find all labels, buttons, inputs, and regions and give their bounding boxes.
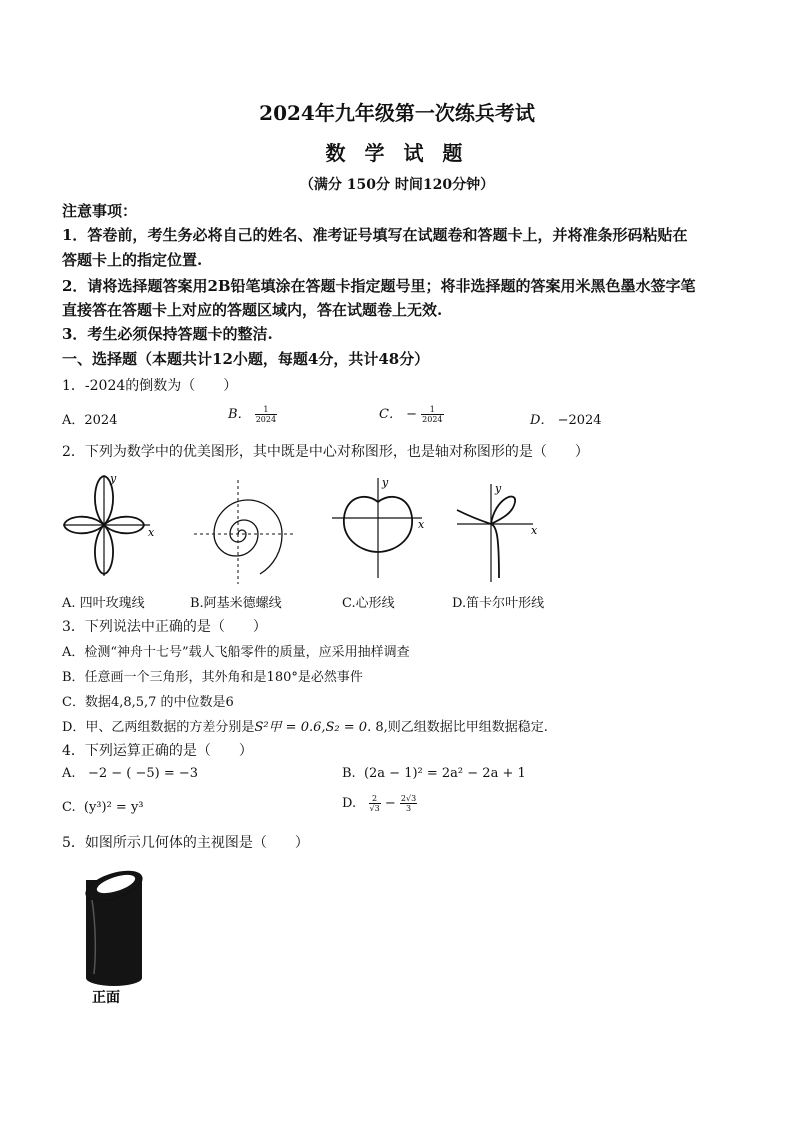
note-3: 3．考生必须保持答题卡的整洁.: [62, 325, 273, 343]
q1-b-num: 1: [255, 405, 277, 415]
subject-title: 数 学 试 题: [325, 141, 469, 165]
q1-b-fraction: [255, 405, 277, 424]
q1-c-label: C．: [379, 407, 402, 422]
fig-c-x-label: x: [418, 518, 425, 531]
q1-c-fraction: [421, 405, 443, 424]
q4-d-minus: −: [384, 796, 396, 811]
fig-a-x-label: x: [148, 526, 155, 539]
q5-stem: 5．如图所示几何体的主视图是（ ）: [62, 835, 309, 851]
q3-d-math: S²甲 = 0.6,S₂ = 0.: [254, 720, 372, 735]
q4-d-fraction-2: [400, 794, 417, 813]
q4-d-den-2: 3: [405, 804, 412, 813]
q4-option-c: [62, 800, 144, 815]
note-1-line1: 1．答卷前，考生务必将自己的姓名、准考证号填写在试题卷和答题卡上，并将准条形码粘贴在: [62, 226, 688, 244]
q4-d-num-1: 2: [369, 794, 381, 804]
q1-d-value: −2024: [557, 413, 602, 428]
cardioid-figure: [330, 474, 430, 584]
q1-option-a: [62, 409, 117, 428]
note-1-line2: 答题卡上的指定位置.: [62, 251, 203, 269]
q1-d-label: D．: [530, 413, 554, 428]
q4-d-num-2: 2√3: [400, 794, 417, 803]
q4-c-expr: (y³)² = y³: [83, 800, 144, 815]
q4-option-b: [342, 766, 526, 781]
q4-d-fraction-1: [369, 794, 381, 813]
q4-stem: 4．下列运算正确的是（ ）: [62, 743, 253, 759]
q4-a-label: A.: [62, 766, 76, 781]
q3-d-post: 8,则乙组数据比甲组数据稳定.: [371, 720, 548, 735]
q1-option-b: [228, 403, 277, 424]
q1-c-sign: −: [406, 407, 417, 422]
q1-stem: 1．-2024的倒数为（ ）: [62, 378, 238, 394]
q3-d-pre: D．甲、乙两组数据的方差分别是: [62, 720, 255, 735]
q2-option-b: B.阿基米德螺线: [190, 596, 282, 611]
q1-b-den: 2024: [255, 415, 277, 424]
notes-heading: 注意事项：: [62, 202, 138, 220]
note-2-line1: 2．请将选择题答案用2B铅笔填涂在答题卡指定题号里；将非选择题的答案用米黑色墨水签字笔: [62, 277, 696, 295]
q1-option-d: [530, 409, 602, 428]
four-leaf-rose-figure: [62, 470, 160, 580]
q3-option-c: C．数据4,8,5,7 的中位数是6: [62, 695, 234, 710]
q2-option-a: A. 四叶玫瑰线: [62, 596, 145, 611]
section-1-heading: 一、选择题（本题共计12小题，每题4分，共计48分）: [62, 350, 430, 368]
q4-b-label: B.: [342, 766, 356, 781]
front-view-caption: 正面: [92, 990, 120, 1006]
q4-d-den-1: √3: [369, 804, 380, 813]
q4-d-label: D.: [342, 796, 357, 811]
q1-option-c: [379, 403, 444, 424]
q2-stem: 2．下列为数学中的优美图形，其中既是中心对称图形，也是轴对称图形的是（ ）: [62, 444, 589, 460]
q1-a-label: A．: [62, 413, 85, 428]
q1-c-den: 2024: [422, 415, 443, 424]
hollow-cylinder-figure: [78, 866, 158, 1012]
q3-option-b: B．任意画一个三角形，其外角和是180°是必然事件: [62, 670, 363, 685]
q4-option-d: [342, 794, 417, 813]
q3-option-a: A．检测“神舟十七号”载人飞船零件的质量，应采用抽样调查: [62, 645, 410, 660]
fig-d-x-label: x: [531, 524, 538, 537]
q2-option-c: C.心形线: [342, 596, 395, 611]
exam-title: 2024年九年级第一次练兵考试: [259, 101, 535, 125]
q1-b-label: B．: [228, 407, 251, 422]
q4-b-expr: (2a − 1)² = 2a² − 2a + 1: [363, 766, 526, 781]
q1-c-num: 1: [421, 405, 443, 415]
exam-info: （满分 150分 时间120分钟）: [299, 177, 495, 193]
folium-of-descartes-figure: [455, 478, 555, 588]
fig-d-y-label: y: [495, 482, 502, 495]
q3-option-d: [62, 716, 548, 735]
archimedean-spiral-figure: [190, 478, 300, 588]
q4-a-expr: −2 − ( −5) = −3: [87, 766, 199, 781]
note-2-line2: 直接答在答题卡上对应的答题区域内，答在试题卷上无效.: [62, 301, 443, 319]
q4-option-a: [62, 766, 198, 781]
q4-c-label: C.: [62, 800, 76, 815]
fig-c-y-label: y: [382, 476, 389, 489]
q2-option-d: D.笛卡尔叶形线: [452, 596, 545, 611]
fig-a-y-label: y: [110, 472, 117, 485]
q1-a-value: 2024: [84, 413, 118, 428]
q3-stem: 3．下列说法中正确的是（ ）: [62, 619, 267, 635]
